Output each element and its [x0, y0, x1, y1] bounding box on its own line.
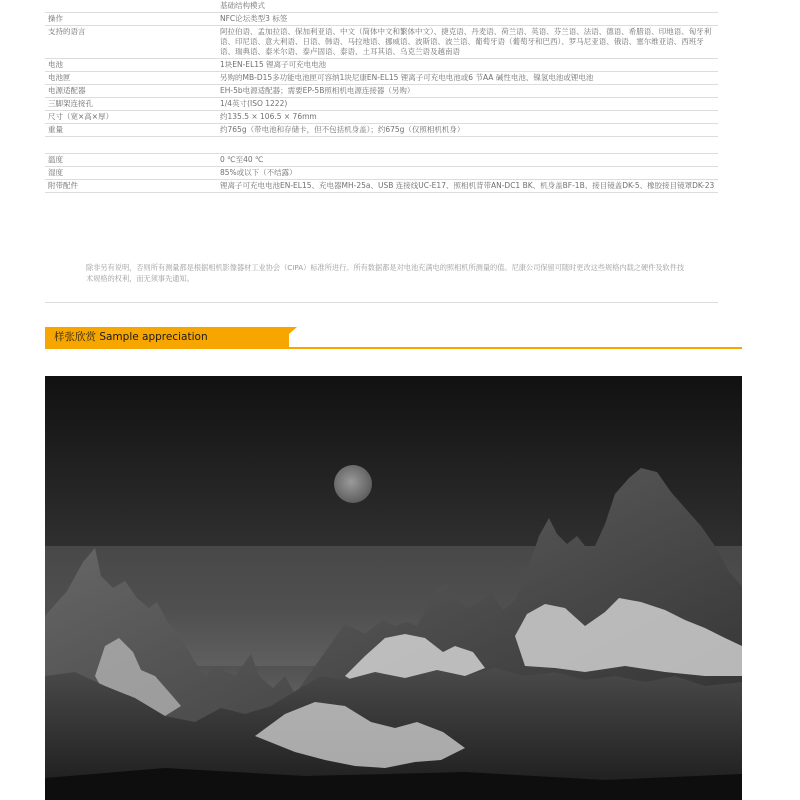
moon	[334, 465, 372, 503]
spec-value: 0 ℃至40 ℃	[217, 154, 718, 167]
spec-label: 三脚架连接孔	[45, 98, 217, 111]
sample-photo	[45, 376, 742, 800]
spec-value: 1块EN-EL15 锂离子可充电电池	[217, 59, 718, 72]
spec-row	[45, 59, 718, 72]
spec-label: 操作	[45, 13, 217, 26]
spec-label	[45, 0, 217, 13]
spec-value: NFC论坛类型3 标签	[217, 13, 718, 26]
spec-label: 尺寸（宽×高×厚）	[45, 111, 217, 124]
spec-value: 约765g（带电池和存储卡，但不包括机身盖）；约675g（仅照相机机身）	[217, 124, 718, 137]
spec-row	[45, 167, 718, 180]
spec-row	[45, 26, 718, 59]
disclaimer-note: 除非另有说明，否则所有测量都是根据相机影像器材工业协会（CIPA）标准所进行。所有数据都是对电池充满电的照相机所测量的值。尼康公司保留可随时更改这些规格内载之硬件及软件技术规格的权利，而无须事先通知。	[86, 263, 685, 283]
spec-label: 电池	[45, 59, 217, 72]
spec-value: 1/4英寸(ISO 1222)	[217, 98, 718, 111]
spec-value: 阿拉伯语、孟加拉语、保加利亚语、中文（简体中文和繁体中文）、捷克语、丹麦语、荷兰语、英语、芬兰语、法语、德语、希腊语、印地语、匈牙利语、印尼语、意大利语、日语、韩语、马拉地语、挪威语、波斯语、波兰语、葡萄牙语（葡萄牙和巴西）、罗马尼亚语、俄语、塞尔维亚语、西班牙语、瑞典语、泰米尔语、泰卢固语、泰语、土耳其语、乌克兰语及越南语	[217, 26, 718, 59]
spec-row	[45, 72, 718, 85]
spec-value: 85%或以下（不结露）	[217, 167, 718, 180]
spec-gap-cell	[217, 137, 718, 154]
spec-value: 另购的MB-D15多功能电池匣可容纳1块尼康EN-EL15 锂离子可充电电池或6 节AA 碱性电池、镍氢电池或锂电池	[217, 72, 718, 85]
spec-row	[45, 154, 718, 167]
section-underline	[45, 347, 742, 349]
spec-gap-row	[45, 137, 718, 154]
spec-row	[45, 13, 718, 26]
section-title-slant	[273, 327, 297, 348]
section-title: 样张欣赏 Sample appreciation	[54, 331, 208, 343]
spec-value: 锂离子可充电电池EN-EL15、充电器MH-25a、USB 连接线UC-E17、照相机背带AN-DC1 BK、机身盖BF-1B、接目镜盖DK-5、橡胶接目镜罩DK-23	[217, 180, 718, 193]
spec-rows	[45, 0, 718, 193]
spec-gap-cell	[45, 137, 217, 154]
divider	[45, 302, 718, 303]
spec-label: 重量	[45, 124, 217, 137]
spec-label: 支持的语言	[45, 26, 217, 59]
section-header	[45, 327, 742, 350]
spec-label: 电源适配器	[45, 85, 217, 98]
spec-value: 基础结构模式	[217, 0, 718, 13]
spec-row	[45, 180, 718, 193]
spec-label: 附带配件	[45, 180, 217, 193]
spec-row	[45, 124, 718, 137]
spec-row	[45, 98, 718, 111]
spec-value: EH-5b电源适配器；需要EP-5B照相机电源连接器（另购）	[217, 85, 718, 98]
sample-photo-image	[45, 376, 742, 800]
spec-row	[45, 0, 718, 13]
spec-value: 约135.5 × 106.5 × 76mm	[217, 111, 718, 124]
spec-label: 温度	[45, 154, 217, 167]
spec-table	[45, 0, 718, 193]
spec-row	[45, 85, 718, 98]
spec-row	[45, 111, 718, 124]
spec-label: 湿度	[45, 167, 217, 180]
spec-label: 电池匣	[45, 72, 217, 85]
